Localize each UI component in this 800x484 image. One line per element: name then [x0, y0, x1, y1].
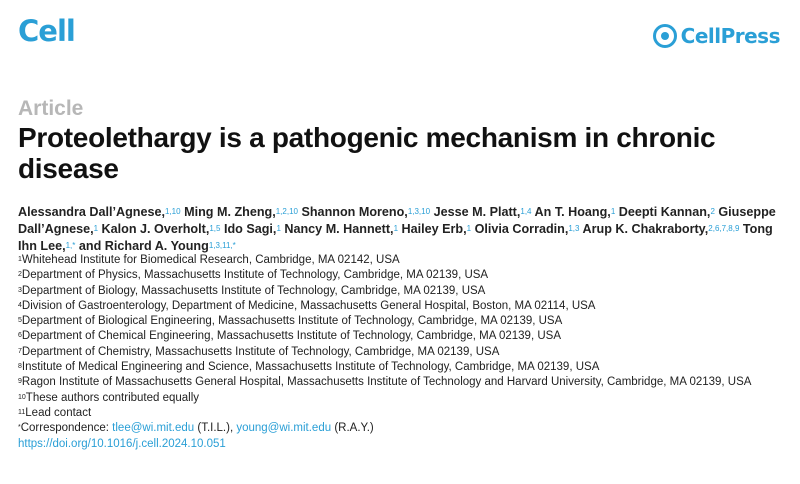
author-entry — [18, 205, 181, 219]
affiliation-line — [18, 360, 793, 375]
footnote-line — [18, 406, 793, 421]
article-title: Proteolethargy is a pathogenic mechanism in chronic disease — [18, 122, 716, 184]
affiliation-line-number: 7 — [18, 347, 22, 355]
cellpress-icon — [653, 24, 677, 48]
author-entry — [79, 239, 236, 253]
author-name: Giuseppe Dall’Agnese, — [18, 205, 776, 236]
author-list — [18, 204, 793, 255]
author-affiliation-sup: 1 — [610, 207, 616, 216]
author-name: Jesse M. Platt, — [433, 205, 521, 219]
affiliation-line-number: 2 — [18, 271, 22, 279]
email-link-tlee[interactable]: tlee@wi.mit.edu — [112, 422, 195, 435]
author-name: Tong Ihn Lee, — [18, 222, 773, 253]
author-entry — [284, 222, 398, 236]
author-entry — [224, 222, 281, 236]
journal-logo: Cell — [18, 14, 75, 48]
author-affiliation-sup: 1,10 — [165, 207, 181, 216]
affiliation-line-number: 1 — [18, 256, 22, 263]
author-affiliation-sup: 1 — [393, 224, 399, 233]
author-name: and Richard A. Young — [78, 239, 209, 253]
footnote-line — [18, 391, 793, 406]
author-affiliation-sup: 1,5 — [209, 224, 221, 233]
correspondence-symbol: * — [18, 424, 21, 432]
footnote-line-number: 11 — [18, 408, 26, 416]
author-affiliation-sup: 1 — [93, 224, 99, 233]
author-name: Kalon J. Overholt, — [101, 222, 210, 236]
author-name: Arup K. Chakraborty, — [582, 222, 709, 236]
affiliation-line-number: 8 — [18, 363, 22, 371]
affiliation-line-text: Division of Gastroenterology, Department of Medicine, Massachusetts General Hospital, Boston, MA 02114, USA — [21, 299, 596, 312]
correspondence-label: Correspondence: — [20, 422, 109, 435]
author-name: Ming M. Zheng, — [184, 205, 276, 219]
affiliation-line-number: 6 — [18, 332, 22, 340]
footnote-line-text: These authors contributed equally — [25, 391, 200, 404]
author-name: Nancy M. Hannett, — [284, 222, 394, 236]
affiliation-line — [18, 299, 793, 314]
author-name: An T. Hoang, — [534, 205, 611, 219]
correspondence-line — [18, 421, 793, 436]
author-affiliation-sup: 1,3,10 — [407, 207, 431, 216]
author-entry — [475, 222, 580, 236]
author-entry — [402, 222, 472, 236]
affiliation-line-number: 5 — [18, 317, 22, 325]
doi-link[interactable]: https://doi.org/10.1016/j.cell.2024.10.051 — [18, 437, 226, 450]
publisher-name: CellPress — [680, 24, 780, 48]
author-entry — [184, 205, 298, 219]
author-name: Hailey Erb, — [401, 222, 467, 236]
author-name: Deepti Kannan, — [618, 205, 711, 219]
author-affiliation-sup: 1,2,10 — [275, 207, 298, 216]
affiliation-line — [18, 268, 793, 283]
affiliation-line-text: Department of Chemical Engineering, Massachusetts Institute of Technology, Cambridge, MA 02139, USA — [21, 330, 561, 343]
author-name: Alessandra Dall’Agnese, — [18, 205, 165, 219]
affiliation-list — [18, 253, 793, 452]
email-link-young[interactable]: young@wi.mit.edu — [236, 422, 332, 435]
footnote-line-number: 10 — [18, 393, 26, 401]
correspondence-initials-1: (T.I.L.), — [197, 422, 234, 435]
affiliation-line-text: Ragon Institute of Massachusetts General Hospital, Massachusetts Institute of Technology and Harvard University, Cambridge, MA 02139, USA — [21, 376, 752, 389]
affiliation-line-number: 4 — [18, 301, 22, 309]
affiliation-line — [18, 284, 793, 299]
author-entry — [102, 222, 221, 236]
affiliation-line-text: Department of Biological Engineering, Massachusetts Institute of Technology, Cambridge, MA 02139, USA — [21, 315, 563, 328]
footnote-line-text: Lead contact — [25, 406, 92, 419]
affiliation-line-text: Department of Biology, Massachusetts Institute of Technology, Cambridge, MA 02139, USA — [21, 284, 486, 297]
author-affiliation-sup: 1,* — [65, 241, 76, 250]
affiliation-line-text: Department of Physics, Massachusetts Institute of Technology, Cambridge, MA 02139, USA — [21, 269, 489, 282]
publisher-logo — [653, 24, 780, 48]
author-affiliation-sup: 1,3 — [568, 224, 580, 233]
author-name: Ido Sagi, — [223, 222, 277, 236]
affiliation-line-number: 3 — [18, 286, 22, 294]
author-name: Olivia Corradin, — [474, 222, 569, 236]
author-entry — [301, 205, 430, 219]
author-affiliation-sup: 1,3,11,* — [208, 241, 236, 250]
author-entry — [583, 222, 740, 236]
correspondence-initials-2: (R.A.Y.) — [334, 422, 374, 435]
author-entry — [619, 205, 715, 219]
affiliation-line — [18, 314, 793, 329]
author-affiliation-sup: 2,6,7,8,9 — [708, 224, 740, 233]
affiliation-line — [18, 345, 793, 360]
author-entry — [535, 205, 616, 219]
affiliation-line-text: Whitehead Institute for Biomedical Research, Cambridge, MA 02142, USA — [21, 254, 400, 266]
author-affiliation-sup: 2 — [710, 207, 715, 216]
author-name: Shannon Moreno, — [301, 205, 408, 219]
article-type-label: Article — [18, 97, 84, 120]
author-entry — [434, 205, 532, 219]
affiliation-line-text: Department of Chemistry, Massachusetts Institute of Technology, Cambridge, MA 02139, USA — [21, 345, 500, 358]
affiliation-line — [18, 329, 793, 344]
affiliation-line-text: Institute of Medical Engineering and Science, Massachusetts Institute of Technology, Cambridge, MA 02139, USA — [21, 361, 600, 374]
author-affiliation-sup: 1,4 — [520, 207, 532, 216]
author-affiliation-sup: 1 — [466, 224, 472, 233]
author-affiliation-sup: 1 — [276, 224, 281, 233]
affiliation-line — [18, 253, 793, 268]
affiliation-line — [18, 375, 793, 390]
affiliation-line-number: 9 — [18, 378, 22, 386]
